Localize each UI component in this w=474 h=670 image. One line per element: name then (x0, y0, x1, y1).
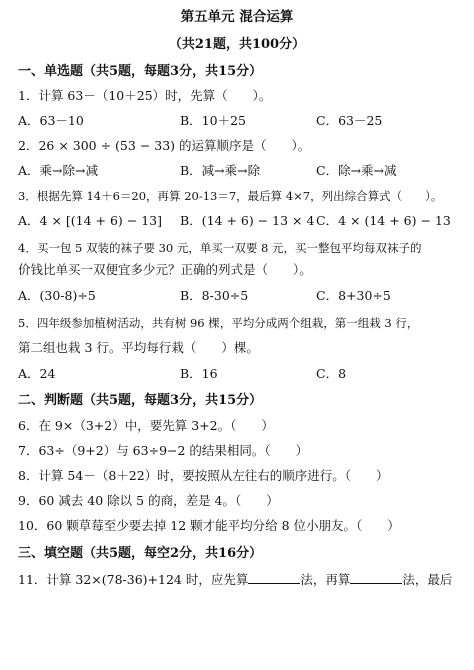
page-subtitle: （共21题，共100分） (168, 37, 306, 52)
option-c: C．8 (316, 366, 347, 381)
option-a: A．(30-8)÷5 (18, 288, 96, 303)
question-5-line-2: 第二组也栽 3 行。平均每行栽（ ）棵。 (18, 340, 259, 355)
option-c: C．4 × (14 + 6) − 13 (316, 213, 451, 228)
question-1: 1．计算 63－（10＋25）时，先算（ ）。 (18, 88, 272, 103)
option-b: B．10＋25 (180, 113, 246, 128)
option-a: A．乘→除→减 (18, 163, 98, 178)
question-11 (18, 572, 452, 588)
question-4-line-2: 价钱比单买一双便宜多少元？正确的列式是（ ）。 (18, 262, 312, 277)
option-c: C．8+30÷5 (316, 288, 391, 303)
option-b: B．8-30÷5 (180, 288, 249, 303)
question-10: 10．60 颗草莓至少要去掉 12 颗才能平均分给 8 位小朋友。（ ） (18, 518, 400, 533)
option-a: A．4 × [(14 + 6) − 13] (18, 213, 163, 228)
question-5-line-1: 5．四年级参加植树活动，共有树 96 棵，平均分成两个组栽，第一组栽 3 行， (18, 316, 419, 330)
answer-blank[interactable] (248, 572, 300, 584)
option-a: A．24 (18, 366, 56, 381)
question-11-part-2: 法，再算 (300, 572, 351, 587)
answer-blank[interactable] (350, 572, 402, 584)
page-title: 第五单元 混合运算 (180, 9, 294, 25)
question-3: 3．根据先算 14＋6＝20，再算 20-13＝7，最后算 4×7，列出综合算式（ ）。 (18, 189, 443, 203)
option-c: C．63－25 (316, 113, 383, 128)
question-11-part-3: 法，最后 (402, 572, 453, 587)
question-4-line-1: 4．买一包 5 双装的袜子要 30 元，单买一双要 8 元，买一整包平均每双袜子的 (18, 241, 422, 255)
option-c: C．除→乘→减 (316, 163, 397, 178)
question-9: 9．60 减去 40 除以 5 的商，差是 4。（ ） (18, 493, 279, 508)
question-8: 8．计算 54－（8＋22）时，要按照从左往右的顺序进行。（ ） (18, 468, 389, 483)
question-11-part-1: 11．计算 32×(78-36)+124 时，应先算 (18, 572, 249, 587)
option-b: B．16 (180, 366, 218, 381)
question-2: 2．26 × 300 ÷ (53 − 33) 的运算顺序是（ ）。 (18, 138, 311, 153)
section-heading-true-false: 二、判断题（共5题，每题3分，共15分） (18, 393, 263, 408)
question-7: 7．63÷（9+2）与 63÷9−2 的结果相同。（ ） (18, 443, 309, 458)
question-6: 6．在 9×（3+2）中，要先算 3+2。（ ） (18, 418, 274, 433)
section-heading-single-choice: 一、单选题（共5题，每题3分，共15分） (18, 64, 263, 79)
option-b: B．(14 + 6) − 13 × 4 (180, 213, 315, 228)
option-a: A．63－10 (18, 113, 84, 128)
option-b: B．减→乘→除 (180, 163, 261, 178)
section-heading-fill-blank: 三、填空题（共5题，每空2分，共16分） (18, 546, 263, 561)
